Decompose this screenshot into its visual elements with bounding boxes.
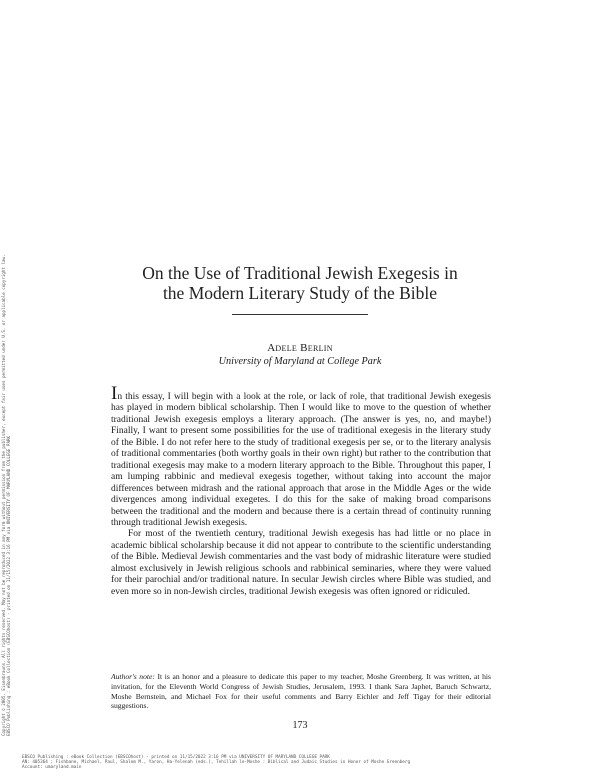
- article-title: [0, 263, 600, 303]
- title-divider: [232, 314, 368, 315]
- note-text: It is an honor and a pleasure to dedicate this paper to my teacher, Moshe Greenberg. It was written, at his invitation, for the Eleventh World Congress of Jewish Studies, Jerusalem, 1993. I thank Sara Japhet, Baruch Schwartz, Moshe Bernstein, and Michael Fox for their useful comments and Barry Eichler and Jeff Tigay for their editorial suggestions.: [111, 672, 491, 711]
- author-name: Adele Berlin: [267, 342, 333, 354]
- paragraph-1: [111, 383, 491, 529]
- footer-line-3: Account: umaryland.main: [22, 765, 82, 771]
- drop-cap: I: [111, 383, 118, 404]
- authors-note: [111, 672, 491, 711]
- title-line-2: the Modern Literary Study of the Bible: [162, 283, 438, 303]
- side-note-line-1: Copyright © 2005. Eisenbrauns. All rights reserved. May not be reproduced in any form without permission from the publisher, except fair uses permitted under U.S. or applicable copyright law.: [1, 254, 6, 736]
- body-text: [111, 383, 491, 598]
- copyright-side-note: [1, 254, 14, 736]
- title-line-1: On the Use of Traditional Jewish Exegesis in: [142, 263, 458, 283]
- note-label: Author's note:: [111, 672, 155, 681]
- page-number: 173: [292, 720, 308, 731]
- ebsco-footer: [22, 755, 587, 771]
- footer-line-1: EBSCO Publishing : eBook Collection (EBSCOhost) - printed on 11/15/2022 3:16 PM via UNIVERSITY OF MARYLAND COLLEGE PARK: [22, 755, 330, 760]
- paragraph-2: For most of the twentieth century, traditional Jewish exegesis has had little or no place in academic biblical scholarship because it did not appear to contribute to the scientific understanding of the Bible. Medieval Jewish commentaries and the vast body of midrashic literature were studied almost exclusively in Jewish religious schools and rabbinical seminaries, where they were valued for their parochial and/or traditional nature. In secular Jewish circles where Bible was studied, and even more so in non-Jewish circles, traditional Jewish exegesis was often ignored or ridiculed.: [111, 529, 491, 597]
- footer-line-2: AN: 405364 ; Fishbane, Michael, Paul, Shalom M., Yaron, Ha-Yelenah (eds.), Tehillah le-Moshe : Biblical and Judaic Studies in Honor of Moshe Greenberg: [22, 760, 411, 766]
- side-note-line-2: EBSCO Publishing : eBook Collection (EBSCOhost) - printed on 11/15/2022 3:16 PM via UNIVERSITY OF MARYLAND COLLEGE PARK: [6, 435, 11, 736]
- author-affiliation: University of Maryland at College Park: [218, 356, 382, 367]
- paragraph-1-text: n this essay, I will begin with a look at the role, or lack of role, that traditional Jewish exegesis has played in modern biblical scholarship. Then I would like to move to the question of whether traditional Jewish exegesis employs a literary approach. (The answer is yes, no, and maybe!) Finally, I want to present some possibilities for the use of traditional exegesis in the literary study of the Bible. I do not refer here to the study of traditional exegesis per se, or to the literary analysis of traditional commentaries (both worthy goals in their own right) but rather to the contribution that traditional exegesis may make to a modern literary approach to the Bible. Throughout this paper, I am lumping rabbinic and medieval exegesis together, without taking into account the major differences between midrash and the rational approach that arose in the Middle Ages or the wide divergences among individual exegetes. I do this for the sake of making broad comparisons between the traditional and the modern and because there is a certain thread of continuity running through traditional Jewish exegesis.: [111, 392, 491, 528]
